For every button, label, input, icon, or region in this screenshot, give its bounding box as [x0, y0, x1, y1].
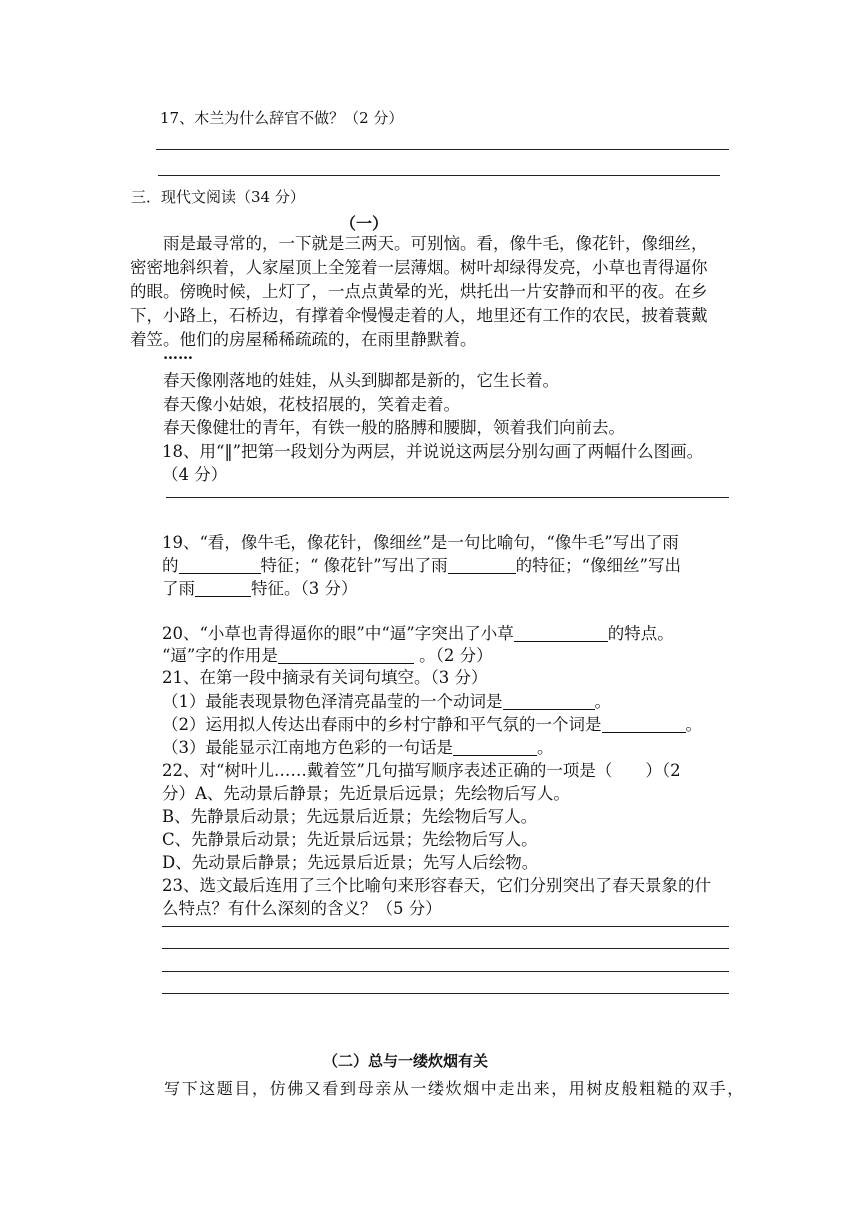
q19-text: 特征；“ 像花针”写出了雨: [260, 556, 448, 575]
part-2-title: （二）总与一缕炊烟有关: [323, 1052, 489, 1070]
q21-item-text: （2）运用拟人传达出春雨中的乡村宁静和平气氛的一个词是: [162, 715, 602, 734]
question-18: 18、用“‖”把第一段划分为两层，并说说这两层分别勾画了两幅什么图画。: [162, 442, 704, 461]
question-23-line2: 么特点？有什么深刻的含义？（5 分）: [162, 899, 442, 918]
answer-line: [156, 149, 729, 150]
q21-item-text: （3）最能显示江南地方色彩的一句话是: [162, 738, 453, 757]
passage-line: 密密地斜织着，人家屋顶上全笼着一层薄烟。树叶却绿得发亮，小草也青得逼你: [130, 258, 708, 277]
q21-period: 。: [685, 715, 702, 734]
question-23: 23、选文最后连用了三个比喻句来形容春天，它们分别突出了春天景象的什: [162, 876, 711, 895]
q20-text: 。（2 分）: [413, 646, 493, 665]
q20-text: 的特点。: [607, 624, 674, 643]
question-18-score: （4 分）: [162, 465, 228, 484]
reading-passage: [130, 232, 732, 352]
q22-option-c[interactable]: C、先静景后动景；先近景后远景；先绘物后写人。: [162, 830, 538, 849]
passage-line: 下，小路上，石桥边，有撑着伞慢慢走着的人，地里还有工作的农民，披着蓑戴: [130, 306, 708, 325]
q22-option-b[interactable]: B、先静景后动景；先远景后近景；先绘物后写人。: [162, 807, 538, 826]
q22-option-d[interactable]: D、先动景后静景；先远景后近景；先写人后绘物。: [162, 853, 539, 872]
ellipsis: ……: [163, 345, 193, 363]
q21-period: 。: [537, 738, 554, 757]
question-19-line3: [162, 575, 358, 599]
q19-text: 特征。（3 分）: [251, 579, 358, 598]
question-20-line2: [162, 642, 493, 666]
q19-blank-1[interactable]: [179, 557, 261, 574]
q20-text: “逼”字的作用是: [162, 646, 278, 665]
q19-text: 了雨: [162, 579, 195, 598]
q20-blank-1[interactable]: [514, 625, 608, 642]
q21-blank-3[interactable]: [453, 739, 537, 756]
question-20: [162, 620, 674, 644]
q20-blank-2[interactable]: [278, 647, 414, 664]
q19-text: 的特征；“像细丝”写出: [515, 556, 681, 575]
answer-line: [162, 971, 729, 972]
question-17: 17、木兰为什么辞官不做？（2 分）: [160, 109, 404, 127]
section-3-title: 三．现代文阅读（34 分）: [131, 188, 305, 206]
question-21: 21、在第一段中摘录有关词句填空。（3 分）: [162, 668, 488, 687]
part-1-title: （一）: [340, 214, 389, 233]
answer-line: [162, 948, 729, 949]
question-21-item-3: [162, 734, 554, 758]
question-22: 22、对“树叶儿……戴着笠”几句描写顺序表述正确的一项是（ ）（2: [162, 761, 681, 780]
q19-blank-2[interactable]: [448, 557, 516, 574]
part-2-first-line: 写下这题目，仿佛又看到母亲从一缕炊烟中走出来，用树皮般粗糙的双手，: [164, 1079, 745, 1098]
question-21-item-2: [162, 711, 702, 735]
q20-text: 20、“小草也青得逼你的眼”中“逼”字突出了小草: [162, 624, 514, 643]
question-19: 19、“看，像牛毛，像花针，像细丝”是一句比喻句，“像牛毛”写出了雨: [162, 533, 679, 552]
spring-line: 春天像健壮的青年，有铁一般的胳膊和腰脚，领着我们向前去。: [163, 418, 625, 437]
answer-line: [158, 175, 720, 176]
passage-line: 雨是最寻常的，一下就是三两天。可别恼。看，像牛毛，像花针，像细丝，: [130, 234, 708, 253]
q21-blank-2[interactable]: [602, 716, 686, 733]
q21-blank-1[interactable]: [503, 693, 595, 710]
passage-line: 的眼。傍晚时候，上灯了，一点点黄晕的光，烘托出一片安静而和平的夜。在乡: [130, 282, 708, 301]
spring-line: 春天像刚落地的娃娃，从头到脚都是新的，它生长着。: [163, 371, 559, 390]
q19-text: 的: [162, 556, 179, 575]
q21-item-text: （1）最能表现景物色泽清亮晶莹的一个动词是: [162, 692, 503, 711]
q19-blank-3[interactable]: [195, 580, 251, 597]
answer-line: [162, 993, 729, 994]
answer-line: [166, 497, 729, 498]
q22-option-a[interactable]: 分）A、先动景后静景；先近景后远景；先绘物后写人。: [162, 784, 570, 803]
question-21-item-1: [162, 688, 611, 712]
passage-line: 着笠。他们的房屋稀稀疏疏的，在雨里静默着。: [130, 330, 477, 349]
spring-line: 春天像小姑娘，花枝招展的，笑着走着。: [163, 395, 460, 414]
answer-line: [162, 926, 729, 927]
q21-period: 。: [594, 692, 611, 711]
question-19-line2: [162, 552, 681, 576]
